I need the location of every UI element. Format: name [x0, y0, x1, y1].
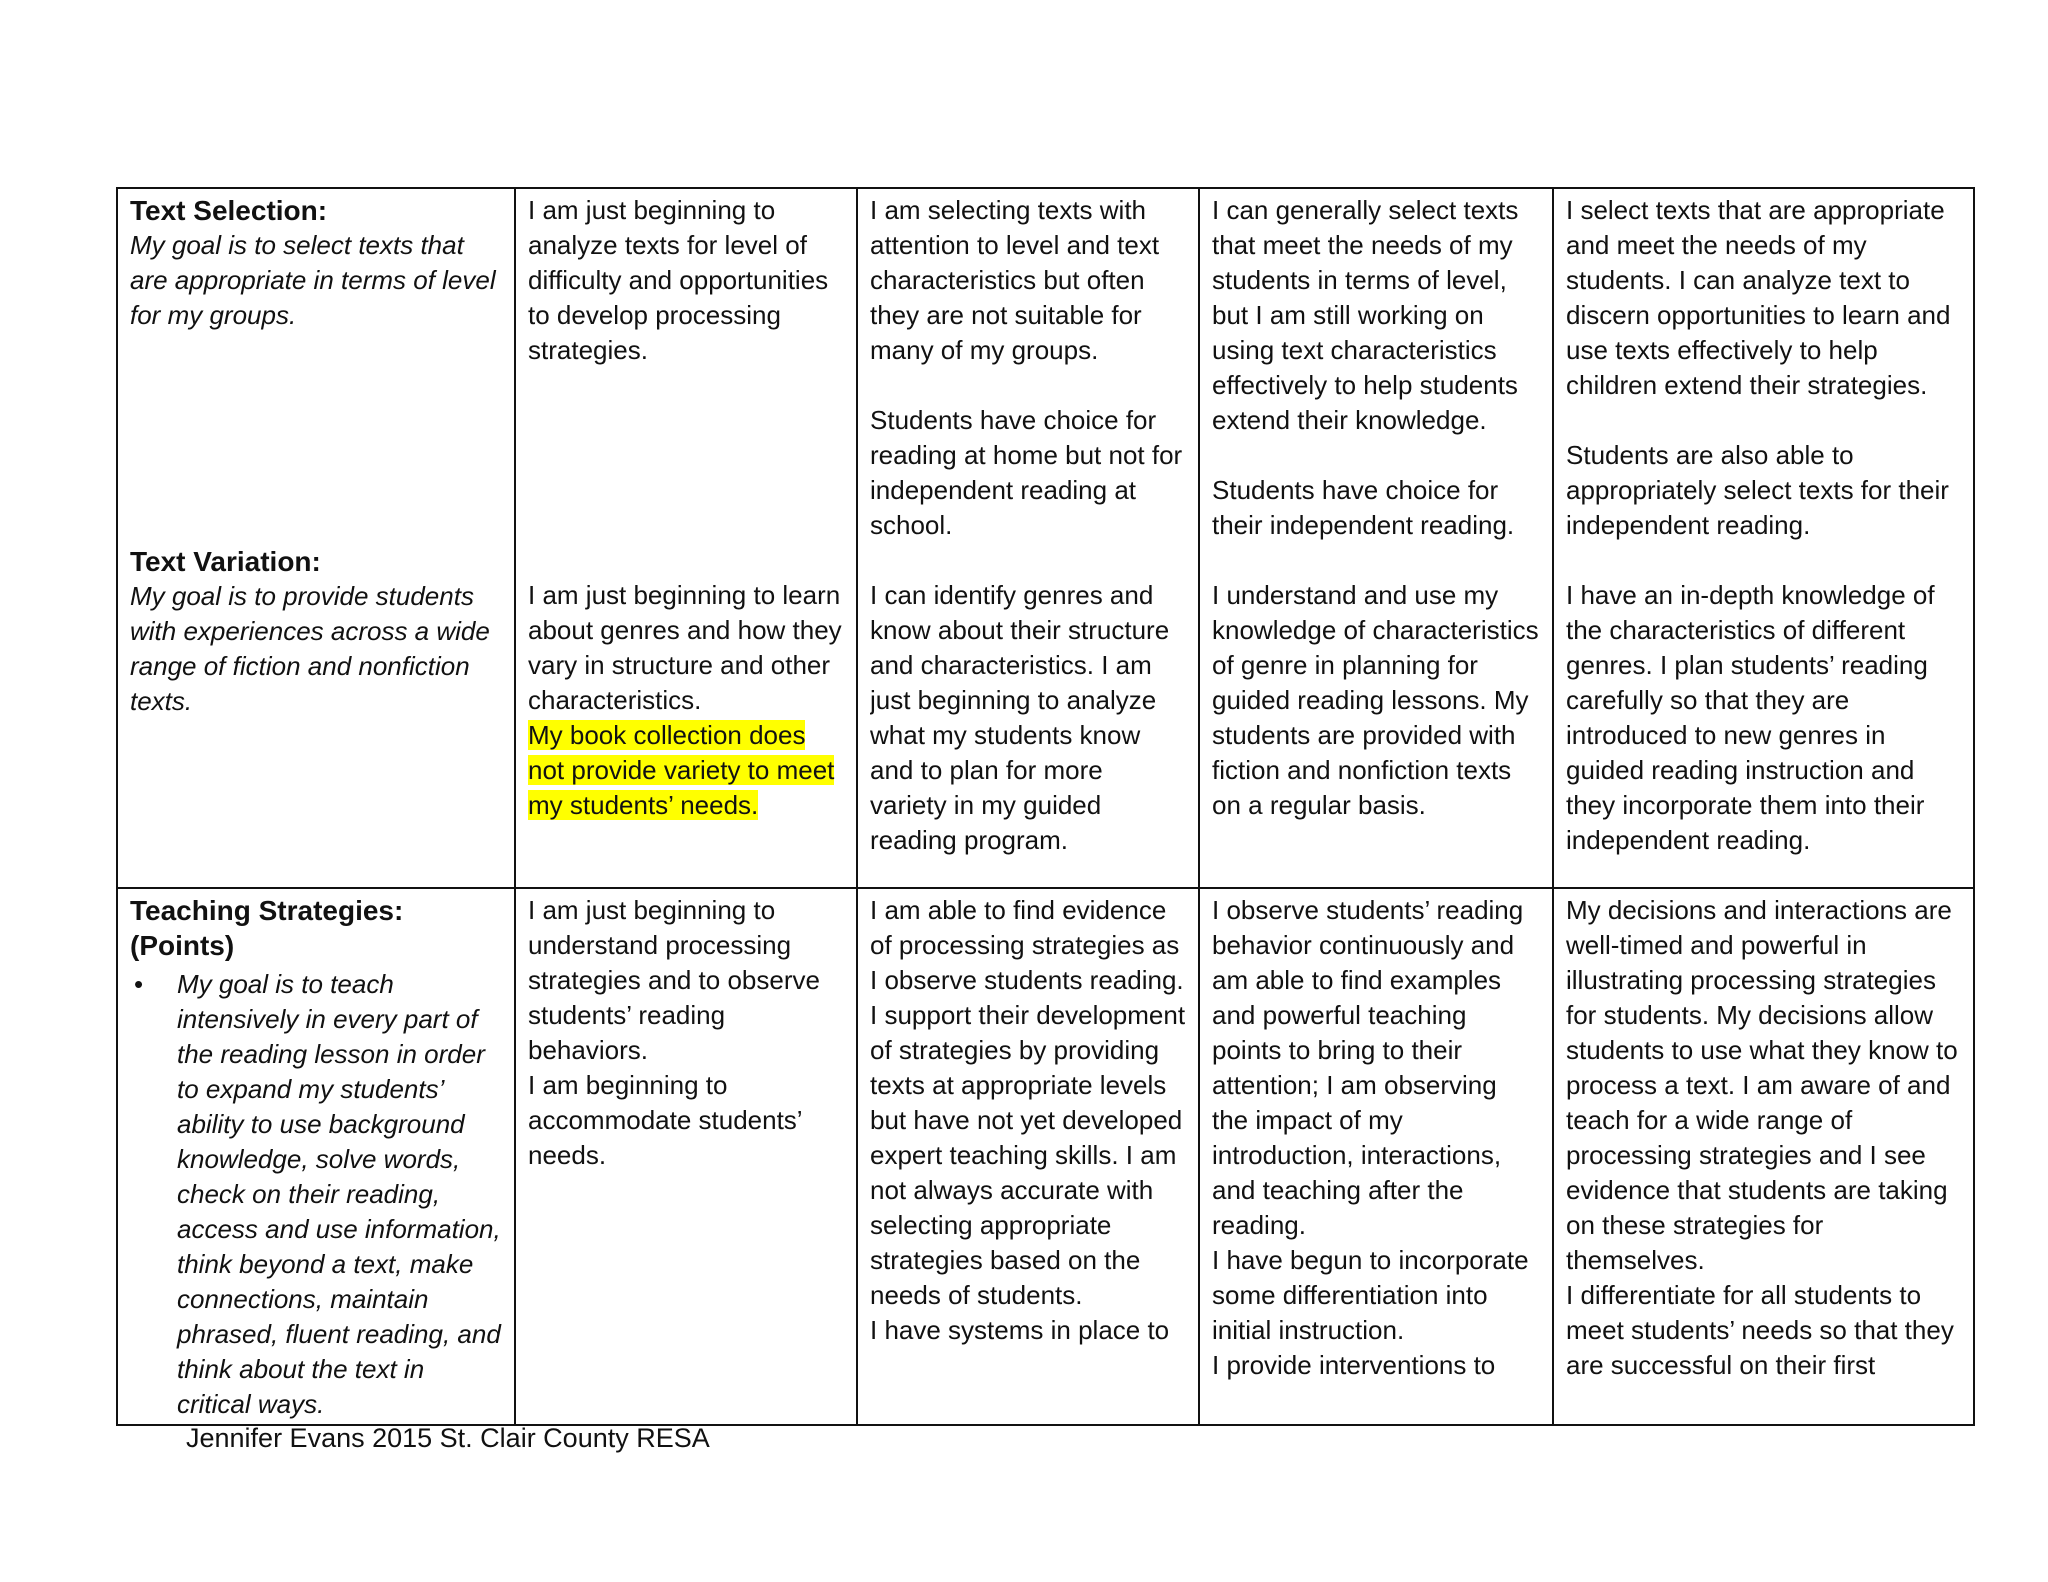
level-1-variation-text: I am just beginning to learn about genres and how they vary in structure and other characteristics.	[528, 580, 842, 715]
level-1-cell-text	[515, 188, 857, 888]
level-2-variation-text: I can identify genres and know about their structure and characteristics. I am just beginning to analyze what my students know and to plan for more variety in my guided reading program.	[870, 580, 1170, 855]
rubric-row-text-selection	[117, 188, 1974, 888]
criterion-title-teaching-strategies: Teaching Strategies: (Points)	[130, 895, 404, 961]
level-3-interventions-text: I provide interventions to	[1212, 1350, 1496, 1380]
level-4-cell-text	[1553, 188, 1974, 888]
level-3-selection-text: I can generally select texts that meet the needs of my students in terms of level, but I am still working on using text characteristics effectively to help students extend their knowledge.	[1212, 195, 1519, 435]
highlighted-book-collection-note: My book collection does not provide variety to meet my students’ needs.	[528, 720, 835, 820]
level-4-teaching-text: My decisions and interactions are well-timed and powerful in illustrating processing strategies for students. My decisions allow students to use what they know to process a text. I am aware of and teach for a wide range of processing strategies and I see evidence that students are taking on these strategies for themselves.	[1566, 895, 1958, 1275]
level-2-cell-teaching	[857, 888, 1199, 1425]
level-1-cell-teaching	[515, 888, 857, 1425]
level-4-choice-text: Students are also able to appropriately select texts for their independent reading.	[1566, 440, 1949, 540]
level-3-variation-text: I understand and use my knowledge of characteristics of genre in planning for guided reading lessons. My students are provided with fiction and nonfiction texts on a regular basis.	[1212, 580, 1539, 820]
criterion-title-text-variation: Text Variation:	[130, 546, 321, 577]
level-4-variation-text: I have an in-depth knowledge of the characteristics of different genres. I plan students’ reading carefully so that they are introduced to new genres in guided reading instruction and they incorporate them into their independent reading.	[1566, 580, 1935, 855]
bullet-icon: •	[134, 969, 144, 999]
criterion-goal-text-selection: My goal is to select texts that are appropriate in terms of level for my groups.	[130, 230, 496, 330]
criterion-cell-teaching	[117, 888, 515, 1425]
level-1-selection-text: I am just beginning to analyze texts for level of difficulty and opportunities to develop processing strategies.	[528, 195, 829, 365]
criterion-goal-teaching-text: My goal is to teach intensively in every part of the reading lesson in order to expand my students’ ability to use background knowledge, solve words, check on their reading, access and use information, think beyond a text, make connections, maintain phrased, fluent reading, and think about the text in critical ways.	[177, 969, 501, 1419]
criterion-goal-text-variation: My goal is to provide students with experiences across a wide range of fiction and nonfiction texts.	[130, 581, 490, 716]
level-2-teaching-text: I am able to find evidence of processing strategies as I observe students reading. I support their development of strategies by providing texts at appropriate levels but have not yet developed expert teaching skills. I am not always accurate with selecting appropriate strategies based on the needs of students.	[870, 895, 1186, 1310]
level-2-cell-text	[857, 188, 1199, 888]
level-4-differentiate-text: I differentiate for all students to meet students’ needs so that they are successful on their first	[1566, 1280, 1954, 1380]
level-2-choice-text: Students have choice for reading at home but not for independent reading at school.	[870, 405, 1183, 540]
level-3-teaching-text: I observe students’ reading behavior continuously and am able to find examples and powerful teaching points to bring to their attention; I am observing the impact of my introduction, interactions, and teaching after the reading.	[1212, 895, 1524, 1240]
criterion-cell-text	[117, 188, 515, 888]
level-1-teaching-text: I am just beginning to understand processing strategies and to observe students’ reading behaviors.	[528, 895, 820, 1065]
level-3-choice-text: Students have choice for their independent reading.	[1212, 475, 1515, 540]
rubric-table	[116, 187, 1975, 1426]
level-3-cell-text	[1199, 188, 1553, 888]
level-3-differentiation-text: I have begun to incorporate some differentiation into initial instruction.	[1212, 1245, 1529, 1345]
rubric-row-teaching-strategies	[117, 888, 1974, 1425]
level-2-selection-text: I am selecting texts with attention to level and text characteristics but often they are not suitable for many of my groups.	[870, 195, 1160, 365]
footer-credit: Jennifer Evans 2015 St. Clair County RESA	[186, 1423, 710, 1453]
level-1-accommodate-text: I am beginning to accommodate students’ needs.	[528, 1070, 802, 1170]
criterion-goal-teaching	[130, 967, 502, 1422]
criterion-goal-list	[130, 967, 502, 1422]
level-2-systems-text: I have systems in place to	[870, 1315, 1170, 1345]
level-4-selection-text: I select texts that are appropriate and meet the needs of my students. I can analyze text to discern opportunities to learn and use texts effectively to help children extend their strategies.	[1566, 195, 1951, 400]
criterion-title-text-selection: Text Selection:	[130, 195, 328, 226]
level-4-cell-teaching	[1553, 888, 1974, 1425]
level-3-cell-teaching	[1199, 888, 1553, 1425]
